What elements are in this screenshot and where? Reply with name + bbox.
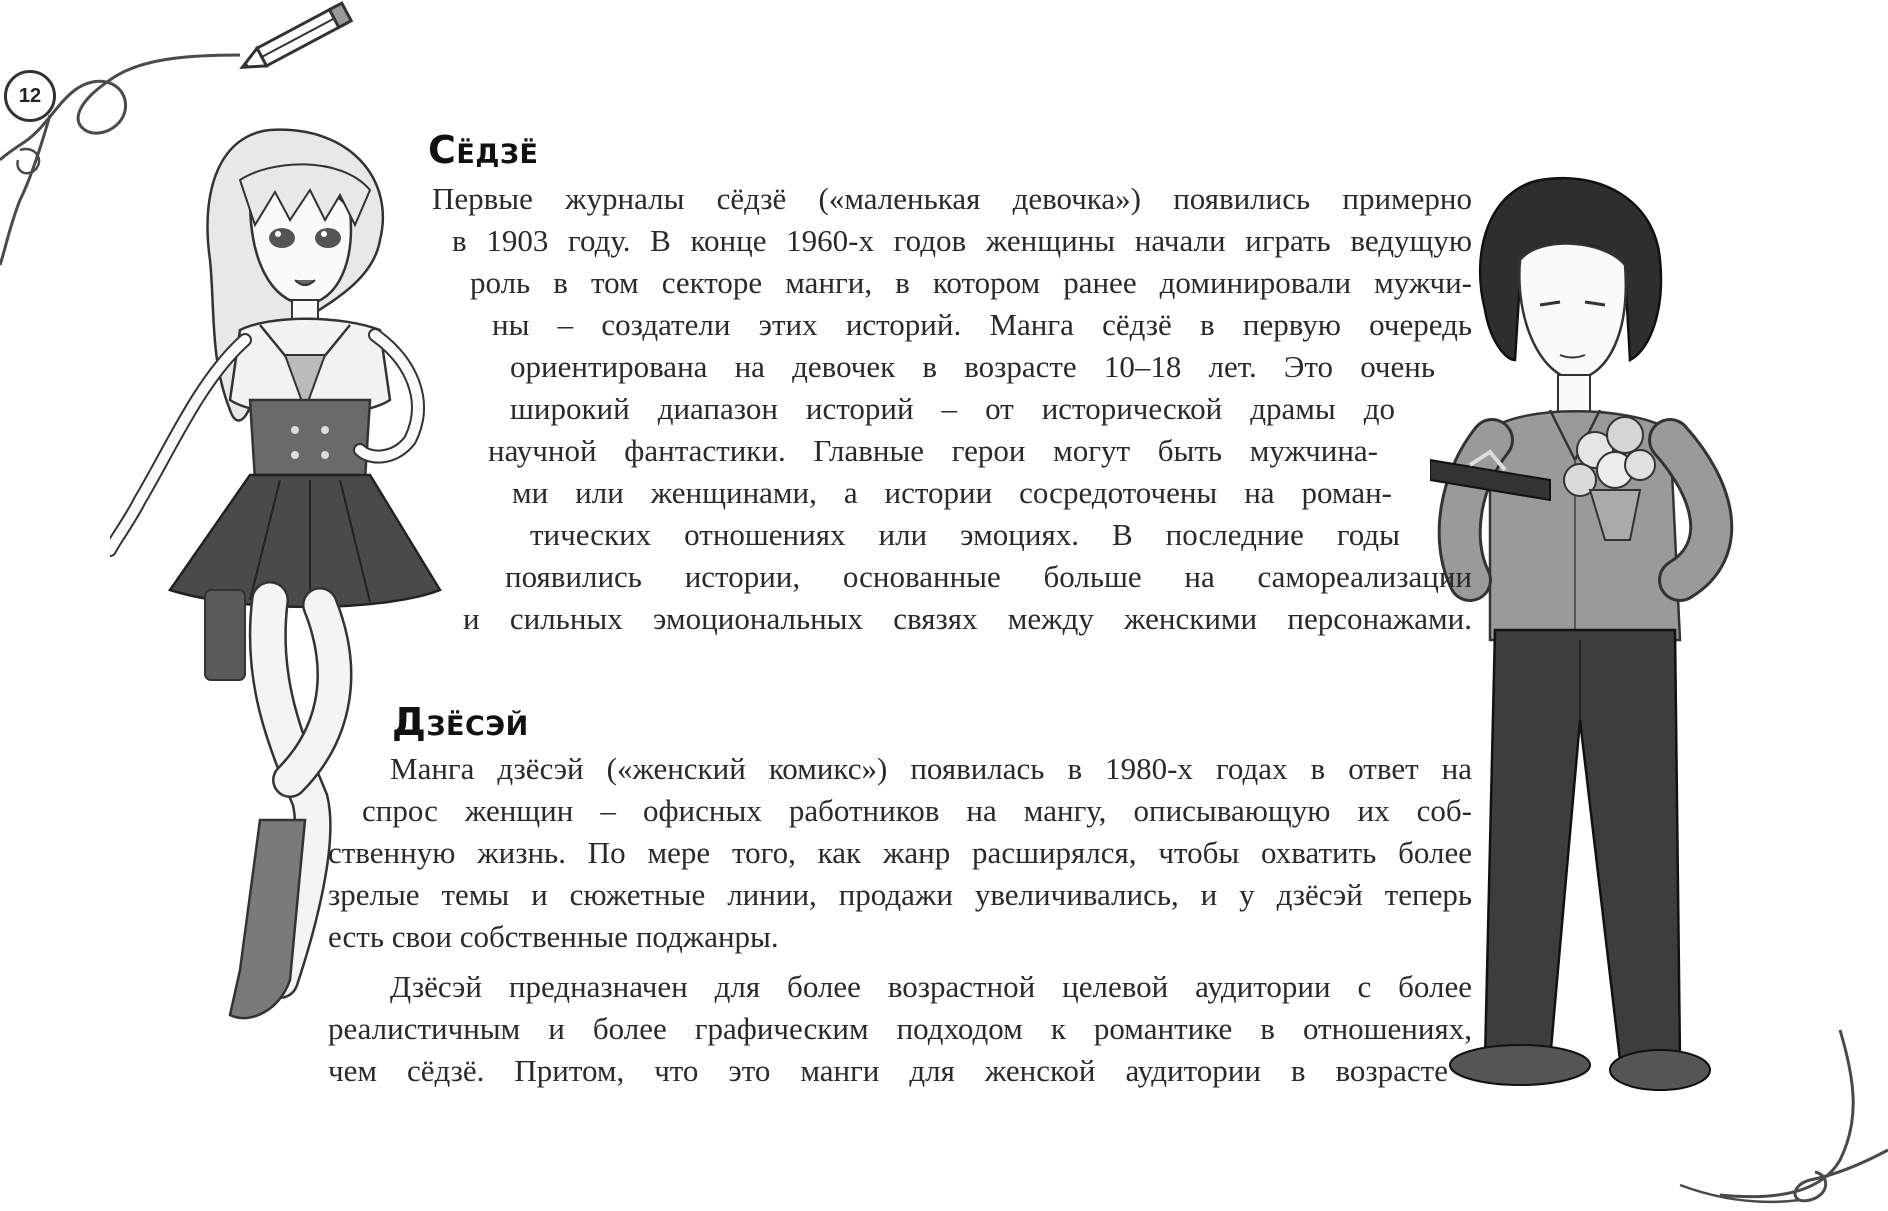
- page-number: 12: [4, 70, 56, 122]
- shojo-line-1: Первые журналы сёдзё («маленькая девочка») появились примерно: [432, 181, 1472, 216]
- josei-line-4: зрелые темы и сюжетные линии, продажи увеличивались, и у дзёсэй теперь: [328, 877, 1472, 912]
- shojo-line-2: в 1903 году. В конце 1960-х годов женщины начали играть ведущую: [452, 223, 1472, 258]
- shojo-line-7: научной фантастики. Главные герои могут быть мужчина-: [488, 433, 1378, 468]
- section-heading-josei: Дзёсэй: [392, 700, 529, 744]
- shojo-line-5: ориентирована на девочек в возрасте 10–18 лет. Это очень: [510, 349, 1435, 384]
- anime-man-illustration: [1430, 160, 1770, 1100]
- josei-line-5: есть свои собственные поджанры.: [328, 919, 779, 954]
- shojo-line-4: ны – создатели этих историй. Манга сёдзё в первую очередь: [492, 307, 1472, 342]
- shojo-line-10: появились истории, основанные больше на самореализации: [505, 559, 1472, 594]
- josei-line-7: реалистичным и более графическим подходом к романтике в отношениях,: [328, 1011, 1472, 1046]
- josei-line-3: ственную жизнь. По мере того, как жанр расширялся, чтобы охватить более: [328, 835, 1472, 870]
- josei-line-8: чем сёдзё. Притом, что это манги для женской аудитории в возрасте: [328, 1053, 1448, 1088]
- shojo-line-3: роль в том секторе манги, в котором ранее доминировали мужчи-: [470, 265, 1472, 300]
- pencil-icon: [228, 0, 368, 80]
- josei-line-6: Дзёсэй предназначен для более возрастной целевой аудитории с более: [390, 969, 1472, 1004]
- josei-line-2: спрос женщин – офисных работников на мангу, описывающую их соб-: [362, 793, 1472, 828]
- shojo-line-6: широкий диапазон историй – от исторической драмы до: [510, 391, 1395, 426]
- josei-line-1: Манга дзёсэй («женский комикс») появилась в 1980-х годах в ответ на: [390, 751, 1472, 786]
- shojo-line-8: ми или женщинами, а истории сосредоточены на роман-: [512, 475, 1392, 510]
- shojo-line-9: тических отношениях или эмоциях. В последние годы: [530, 517, 1400, 552]
- shojo-line-11: и сильных эмоциональных связях между женскими персонажами.: [463, 601, 1472, 636]
- section-heading-shojo: Сёдзё: [428, 128, 539, 172]
